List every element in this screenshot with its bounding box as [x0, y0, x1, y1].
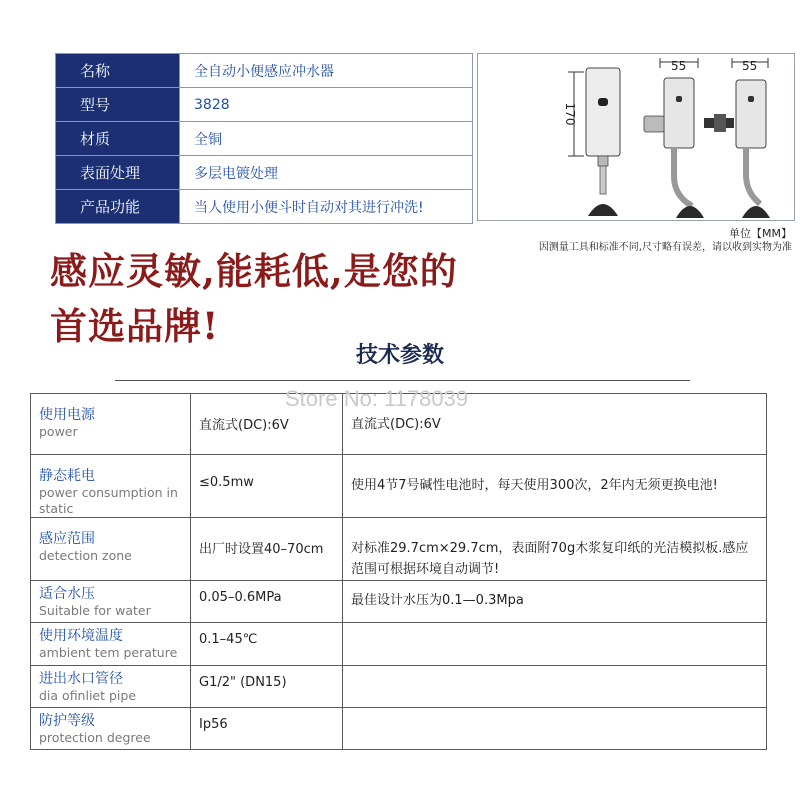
spec-name-en: detection zone: [39, 548, 132, 563]
info-label: 材质: [56, 122, 180, 156]
spec-name-cn: 进出水口管径: [39, 671, 123, 687]
info-row: [56, 54, 473, 88]
product-info-table: [55, 53, 473, 224]
spec-note: [343, 708, 767, 750]
spec-name-cell: [31, 666, 191, 708]
spec-name-cn: 感应范围: [39, 531, 95, 547]
spec-value: Ip56: [191, 708, 343, 750]
spec-name-en: protection degree: [39, 730, 151, 745]
unit-note: 单位【MM】: [729, 227, 792, 240]
info-value: 全自动小便感应冲水器: [180, 54, 473, 88]
info-value: 多层电镀处理: [180, 156, 473, 190]
spec-value: 出厂时设置40–70cm: [191, 518, 343, 581]
info-value: 3828: [180, 88, 473, 122]
info-label: 型号: [56, 88, 180, 122]
spec-value: 0.05–0.6MPa: [191, 581, 343, 623]
spec-note: 最佳设计水压为0.1—0.3Mpa: [343, 581, 767, 623]
info-label: 产品功能: [56, 190, 180, 224]
info-value: 全铜: [180, 122, 473, 156]
spec-name-cn: 防护等级: [39, 713, 95, 729]
slogan-line: 首选品牌!: [50, 304, 220, 348]
spec-table: [30, 393, 767, 750]
info-row: [56, 190, 473, 224]
spec-value: 0.1–45℃: [191, 623, 343, 666]
height-dimension-label: 170: [563, 102, 577, 126]
info-label: 表面处理: [56, 156, 180, 190]
spec-note: [343, 623, 767, 666]
table-row: [31, 666, 767, 708]
slogan-line: 感应灵敏,能耗低,是您的: [50, 249, 458, 293]
spec-value: 直流式(DC):6V: [191, 394, 343, 455]
spec-name-en: ambient tem perature: [39, 645, 178, 660]
spec-name-cn: 使用环境温度: [39, 628, 123, 644]
spec-value: G1/2" (DN15): [191, 666, 343, 708]
table-row: [31, 455, 767, 518]
info-value: 当人使用小便斗时自动对其进行冲洗!: [180, 190, 473, 224]
table-row: [31, 623, 767, 666]
info-label: 名称: [56, 54, 180, 88]
section-divider: [115, 380, 690, 381]
flush-valve-drawing: [478, 54, 794, 220]
spec-value: ≤0.5mw: [191, 455, 343, 518]
diagram-notes: [480, 227, 792, 255]
info-row: [56, 122, 473, 156]
spec-note: 使用4节7号碱性电池时，每天使用300次，2年内无须更换电池!: [343, 455, 767, 518]
spec-name-cell: [31, 708, 191, 750]
spec-name-en: power consumption in static: [39, 485, 178, 516]
spec-name-cn: 使用电源: [39, 407, 95, 423]
table-row: [31, 518, 767, 581]
table-row: [31, 581, 767, 623]
spec-name-cell: [31, 455, 191, 518]
store-watermark: Store No: 1178039: [285, 386, 469, 411]
width-dimension-label: 55: [671, 59, 687, 73]
spec-name-cn: 静态耗电: [39, 468, 95, 484]
section-title: 技术参数: [355, 343, 444, 368]
spec-name-cell: [31, 518, 191, 581]
spec-name-cn: 适合水压: [39, 586, 95, 602]
dimension-diagram: [477, 53, 795, 221]
spec-name-cell: [31, 581, 191, 623]
info-row: [56, 156, 473, 190]
spec-note: [343, 666, 767, 708]
info-row: [56, 88, 473, 122]
spec-name-cell: [31, 394, 191, 455]
measurement-note: 因测量工具和标准不同,尺寸略有误差，请以收到实物为准: [538, 242, 792, 253]
width-dimension-label: 55: [742, 59, 758, 73]
spec-name-en: dia ofinliet pipe: [39, 688, 137, 703]
spec-note: 对标准29.7cm×29.7cm，表面附70g木浆复印纸的光洁模拟板.感应范围可根据环境自动调节!: [343, 518, 767, 581]
table-row: [31, 708, 767, 750]
spec-name-cell: [31, 623, 191, 666]
spec-name-en: power: [39, 424, 78, 439]
spec-note: 直流式(DC):6V: [343, 394, 767, 455]
spec-name-en: Suitable for water: [39, 603, 151, 618]
